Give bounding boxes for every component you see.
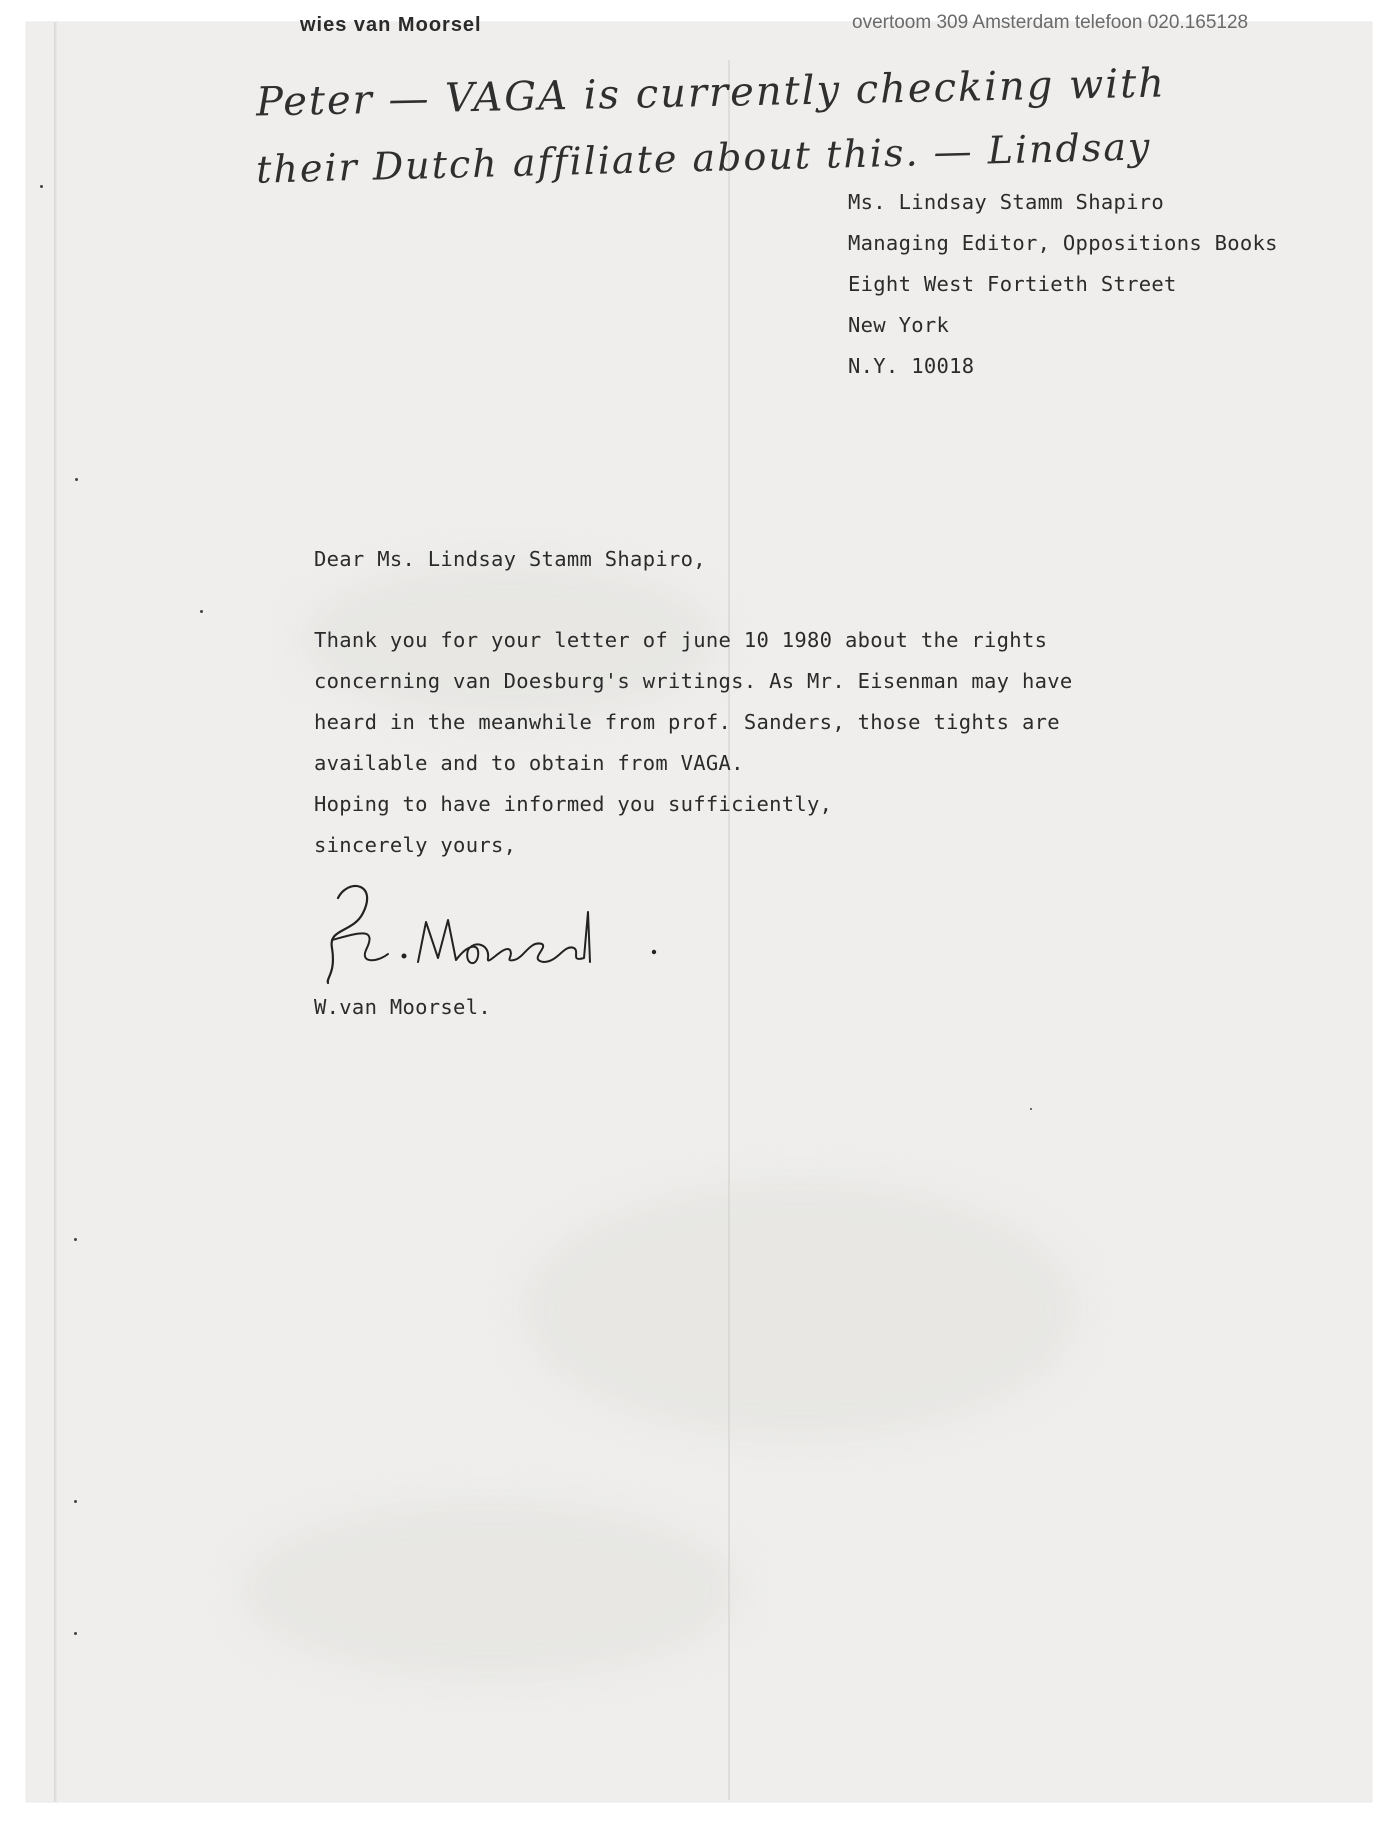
paper-edge-crease <box>54 22 57 1802</box>
paper-speck <box>75 478 78 481</box>
letter-body-line: Hoping to have informed you sufficiently, <box>314 792 833 816</box>
letter-body-line: available and to obtain from VAGA. <box>314 751 744 775</box>
recipient-title: Managing Editor, Oppositions Books <box>848 231 1278 255</box>
handwritten-signature <box>318 878 678 988</box>
recipient-name: Ms. Lindsay Stamm Shapiro <box>848 190 1165 214</box>
letterhead-name: wies van Moorsel <box>300 14 482 36</box>
typed-signatory-name: W.van Moorsel. <box>314 995 491 1019</box>
paper-stain <box>240 1500 740 1680</box>
paper-speck <box>200 610 203 613</box>
paper-speck <box>40 185 43 188</box>
paper-speck <box>1030 1108 1032 1110</box>
letter-body-line: concerning van Doesburg's writings. As Mr. Eisenman may have <box>314 669 1073 693</box>
handwritten-note-line: Peter — VAGA is currently checking with <box>255 60 1167 126</box>
letterhead-address: overtoom 309 Amsterdam telefoon 020.165128 <box>852 12 1249 33</box>
recipient-postcode: N.Y. 10018 <box>848 354 975 378</box>
letter-body-line: heard in the meanwhile from prof. Sanders, those tights are <box>314 710 1060 734</box>
recipient-street: Eight West Fortieth Street <box>848 272 1177 296</box>
paper-speck <box>74 1632 77 1635</box>
letter-body-line: Thank you for your letter of june 10 1980 about the rights <box>314 628 1048 652</box>
letter-salutation: Dear Ms. Lindsay Stamm Shapiro, <box>314 547 706 571</box>
paper-stain <box>520 1180 1080 1440</box>
handwritten-note-line: their Dutch affiliate about this. — Lindsay <box>255 124 1152 192</box>
letter-closing: sincerely yours, <box>314 833 517 857</box>
paper-fold-line <box>728 60 730 1800</box>
paper-speck <box>74 1238 77 1241</box>
recipient-city: New York <box>848 313 950 337</box>
paper-speck <box>74 1500 77 1503</box>
